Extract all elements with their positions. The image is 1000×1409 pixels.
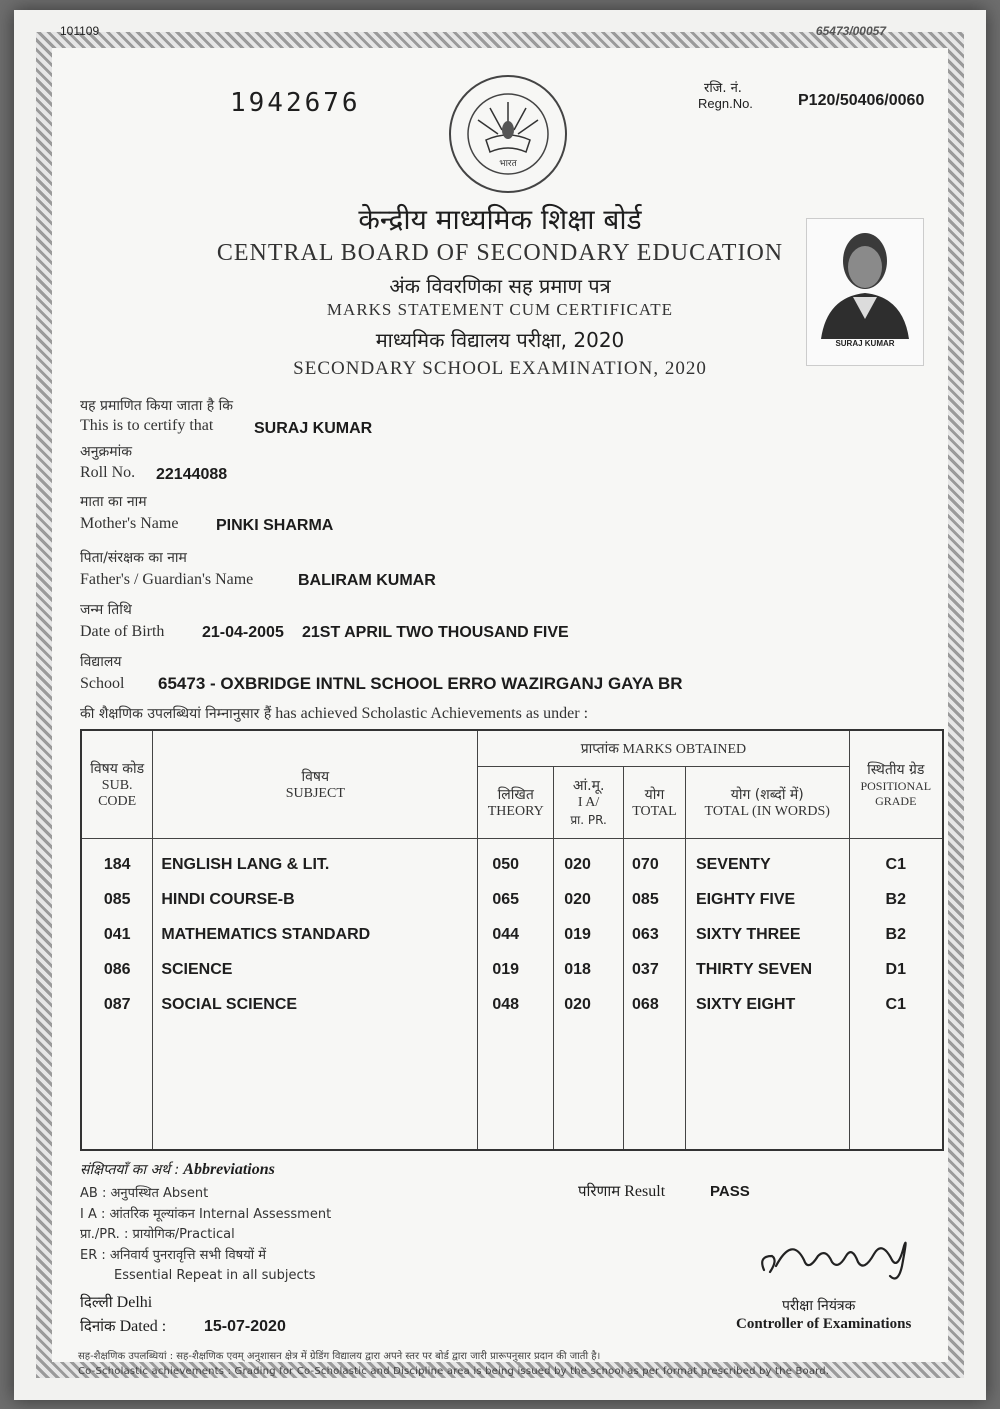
row-code: 085 <box>103 890 131 908</box>
row-subject: ENGLISH LANG & LIT. <box>161 855 330 873</box>
roll-label-hindi: अनुक्रमांक <box>80 444 132 460</box>
certify-label-hindi: यह प्रमाणित किया जाता है कि <box>80 398 234 414</box>
abbr-item: AB : अनुपस्थित Absent <box>80 1186 209 1201</box>
place-label: Delhi <box>116 1294 153 1311</box>
row-grade: C1 <box>885 855 906 873</box>
row-grade: B2 <box>885 890 906 908</box>
controller-signature-icon <box>752 1226 922 1286</box>
certificate-number: 1942676 <box>230 88 361 118</box>
controller-title: Controller of Examinations <box>736 1316 912 1332</box>
abbreviations-title <box>80 1160 275 1179</box>
marks-header-en: MARKS OBTAINED <box>622 741 747 757</box>
row-total: 070 <box>632 855 659 873</box>
achievements-line <box>80 704 588 723</box>
abbreviations-title-en: Abbreviations <box>183 1161 275 1178</box>
co-scholastic-note-hindi: सह-शैक्षणिक उपलब्धियां : सह-शैक्षणिक एवम् अनुशासन क्षेत्र में ग्रेडिंग विद्यालय द्वारा अपने स्तर पर बोर्ड द्वारा जारी प्रारूपनुसार प्रदान की जाती है। <box>78 1351 601 1362</box>
regn-label: Regn.No. <box>698 96 753 111</box>
dated-line <box>80 1316 166 1336</box>
sub-code-header-en2: CODE <box>98 793 137 809</box>
ia-header-hindi: आं.मू. <box>572 778 605 794</box>
student-photo-icon <box>807 219 923 339</box>
abbr-item: Essential Repeat in all subjects <box>114 1268 316 1283</box>
subject-header <box>153 730 478 838</box>
student-photo <box>806 218 924 366</box>
grade-header <box>849 730 943 838</box>
row-ia: 020 <box>564 890 591 908</box>
words-header-en: TOTAL (IN WORDS) <box>704 803 830 819</box>
subject-header-hindi: विषय <box>301 768 330 785</box>
row-ia: 019 <box>564 925 591 943</box>
father-label: Father's / Guardian's Name <box>80 571 254 588</box>
student-name: SURAJ KUMAR <box>254 420 373 437</box>
serial-number-right: 65473/00057 <box>815 24 886 38</box>
marks-header-hindi: प्राप्तांक <box>580 740 619 757</box>
mother-label: Mother's Name <box>80 515 179 532</box>
doc-title-hindi: अंक विवरणिका सह प्रमाण पत्र <box>389 274 611 298</box>
pr-header: प्रा. PR. <box>570 813 607 827</box>
abbreviations-title-hindi: संक्षिप्तयाँ का अर्थ : <box>80 1162 180 1178</box>
row-grade: D1 <box>885 960 906 978</box>
words-header-hindi: योग (शब्दों में) <box>730 786 804 803</box>
row-subject: SOCIAL SCIENCE <box>161 995 298 1013</box>
row-subject: HINDI COURSE-B <box>161 890 295 908</box>
theory-header <box>478 766 554 838</box>
marks-obtained-header <box>478 730 849 766</box>
sub-code-header-en1: SUB. <box>101 777 133 793</box>
theory-header-en: THEORY <box>487 803 544 819</box>
row-theory: 044 <box>492 925 520 943</box>
row-subject: MATHEMATICS STANDARD <box>161 925 371 943</box>
result-label-hindi: परिणाम <box>578 1182 621 1200</box>
row-theory: 065 <box>492 890 520 908</box>
exam-title: SECONDARY SCHOOL EXAMINATION, 2020 <box>293 358 707 379</box>
total-header-en: TOTAL <box>632 803 677 819</box>
row-code: 086 <box>103 960 131 978</box>
school-label: School <box>80 675 125 692</box>
svg-text:भारत: भारत <box>499 159 517 169</box>
total-header <box>624 766 686 838</box>
roll-label: Roll No. <box>80 464 136 481</box>
dob-label-hindi: जन्म तिथि <box>80 602 132 618</box>
school-name: 65473 - OXBRIDGE INTNL SCHOOL ERRO WAZIRGANJ GAYA BR <box>158 674 683 693</box>
marks-body <box>81 838 943 1150</box>
dob-words: 21ST APRIL TWO THOUSAND FIVE <box>302 624 569 641</box>
photo-caption: SURAJ KUMAR <box>835 339 895 348</box>
certify-label: This is to certify that <box>80 417 214 434</box>
subject-header-en: SUBJECT <box>285 785 345 801</box>
row-total: 037 <box>632 960 659 978</box>
row-subject: SCIENCE <box>161 960 233 978</box>
school-label-hindi: विद्यालय <box>80 654 122 670</box>
mother-name: PINKI SHARMA <box>216 517 334 534</box>
row-words: THIRTY SEVEN <box>695 960 813 978</box>
father-name: BALIRAM KUMAR <box>298 572 436 589</box>
row-theory: 050 <box>492 855 520 873</box>
row-ia: 018 <box>564 960 591 978</box>
achievements-label-hindi: की शैक्षणिक उपलब्धियां निम्नानुसार हैं <box>80 706 272 722</box>
row-words: SIXTY EIGHT <box>695 995 796 1013</box>
doc-title: MARKS STATEMENT CUM CERTIFICATE <box>326 300 674 319</box>
mother-label-hindi: माता का नाम <box>80 494 147 510</box>
row-total: 085 <box>632 890 659 908</box>
dob-label: Date of Birth <box>80 623 165 640</box>
theory-header-hindi: लिखित <box>497 786 534 803</box>
row-ia: 020 <box>564 995 591 1013</box>
words-header <box>685 766 849 838</box>
result-label: Result <box>624 1183 666 1200</box>
place-line <box>80 1292 152 1312</box>
serial-number-left: 101109 <box>60 24 100 38</box>
grade-header-en2: GRADE <box>875 793 917 808</box>
father-label-hindi: पिता/संरक्षक का नाम <box>80 550 187 566</box>
co-scholastic-note: Co-Scholastic achievements : Grading for Co-Scholastic and Discipline area is being issued by the school as per format prescribed by the Board. <box>78 1366 830 1377</box>
ia-header-en: I A/ <box>577 795 600 810</box>
dob-value: 21-04-2005 <box>202 624 284 641</box>
regn-number: P120/50406/0060 <box>798 92 925 109</box>
exam-title-hindi: माध्यमिक विद्यालय परीक्षा, 2020 <box>375 328 625 352</box>
row-code: 184 <box>103 855 131 873</box>
row-grade: C1 <box>885 995 906 1013</box>
roll-number: 22144088 <box>156 466 228 483</box>
sub-code-header-hindi: विषय कोड <box>90 760 145 777</box>
abbr-item: ER : अनिवार्य पुनरावृत्ति सभी विषयों में <box>80 1247 267 1263</box>
marks-table <box>80 729 944 1151</box>
row-theory: 048 <box>492 995 520 1013</box>
place-label-hindi: दिल्ली <box>80 1293 113 1311</box>
abbr-item: प्रा./PR. : प्रायोगिक/Practical <box>80 1227 235 1242</box>
row-theory: 019 <box>492 960 520 978</box>
row-total: 063 <box>632 925 659 943</box>
achievements-label: has achieved Scholastic Achievements as under : <box>275 705 589 722</box>
row-words: SIXTY THREE <box>695 925 801 943</box>
row-words: EIGHTY FIVE <box>695 890 796 908</box>
board-title-hindi: केन्द्रीय माध्यमिक शिक्षा बोर्ड <box>358 203 642 236</box>
regn-label-hindi: रजि. नं. <box>704 81 742 96</box>
row-words: SEVENTY <box>695 855 771 873</box>
sub-code-header <box>81 730 153 838</box>
row-code: 041 <box>103 925 131 943</box>
row-total: 068 <box>632 995 659 1013</box>
grade-header-en1: POSITIONAL <box>860 778 932 793</box>
row-grade: B2 <box>885 925 906 943</box>
abbr-item: I A : आंतरिक मूल्यांकन Internal Assessment <box>80 1206 332 1222</box>
total-header-hindi: योग <box>644 786 665 803</box>
abbreviations-list <box>80 1184 331 1287</box>
cbse-emblem-icon <box>446 72 570 196</box>
row-ia: 020 <box>564 855 591 873</box>
issue-date: 15-07-2020 <box>204 1318 286 1335</box>
result-line <box>578 1181 665 1201</box>
ia-header <box>554 766 624 838</box>
controller-title-hindi: परीक्षा नियंत्रक <box>782 1298 856 1314</box>
dated-label: Dated : <box>119 1318 167 1335</box>
dated-label-hindi: दिनांक <box>80 1317 116 1335</box>
row-code: 087 <box>103 995 131 1013</box>
grade-header-hindi: स्थितीय ग्रेड <box>867 761 925 778</box>
board-title: CENTRAL BOARD OF SECONDARY EDUCATION <box>216 240 784 266</box>
result-value: PASS <box>710 1183 750 1200</box>
